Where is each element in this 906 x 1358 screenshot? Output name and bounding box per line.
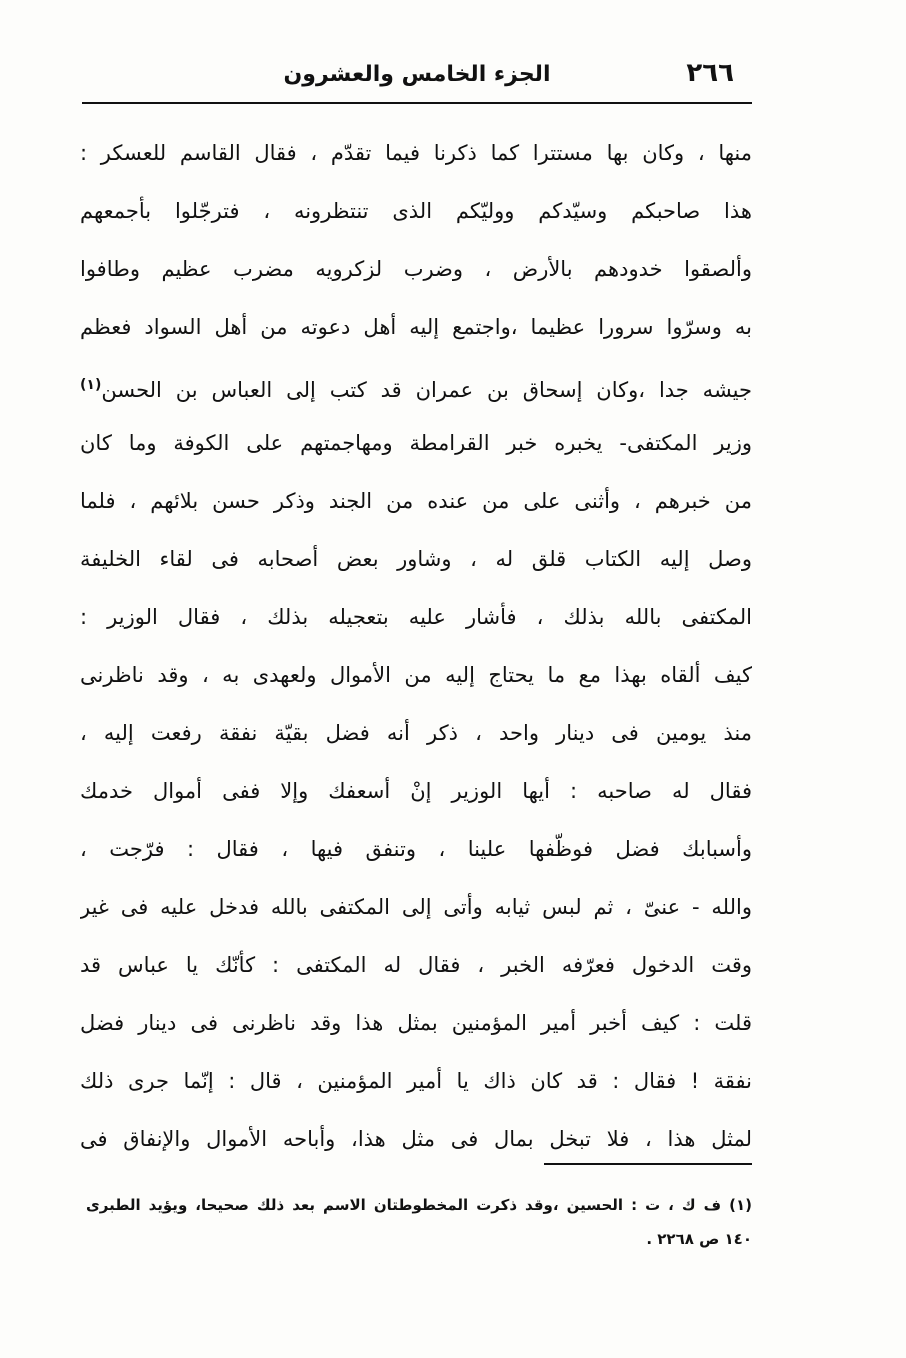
text-line: منذ يومين فى دينار واحد ، ذكر أنه فضل بقيّة نفقة رفعت إليه ، — [80, 721, 752, 745]
text-line: منها ، وكان بها مستترا كما ذكرنا فيما تقدّم ، فقال القاسم للعسكر : — [80, 141, 752, 165]
text-line: قلت : كيف أخبر أمير المؤمنين بمثل هذا وقد ناظرنى فى دينار فضل — [80, 1011, 752, 1035]
page-number: ٢٦٦ — [686, 58, 734, 88]
text-line: كيف ألقاه بهذا مع ما يحتاج إليه من الأموال ولعهدى به ، وقد ناظرنى — [80, 663, 752, 687]
header-divider — [82, 102, 752, 104]
main-text — [80, 124, 752, 1168]
text-line: وقت الدخول فعرّفه الخبر ، فقال له المكتفى : كأنّك يا عباس قد — [80, 953, 752, 977]
running-title: الجزء الخامس والعشرون — [283, 62, 551, 87]
footnotes — [86, 1188, 752, 1256]
text-line: وألصقوا خدودهم بالأرض ، وضرب لزكرويه مضرب عظيم وطافوا — [80, 257, 752, 281]
text-line: به وسرّوا سرورا عظيما ،واجتمع إليه أهل دعوته من أهل السواد فعظم — [80, 315, 752, 339]
text-line-content: جيشه جدا ،وكان إسحاق بن عمران قد كتب إلى العباس بن الحسن — [101, 378, 752, 402]
text-line-with-footnote-ref — [80, 356, 752, 414]
page-header — [82, 52, 752, 98]
text-line: من خبرهم ، وأثنى على من عنده من الجند وذكر حسن بلائهم ، فلما — [80, 489, 752, 513]
footnote-divider — [544, 1163, 752, 1165]
text-line: نفقة ! فقال : قد كان ذاك يا أمير المؤمنين ، قال : إنّما جرى ذلك — [80, 1069, 752, 1093]
text-line: لمثل هذا ، فلا تبخل بمال فى مثل هذا، وأباحه الأموال والإنفاق فى — [80, 1127, 752, 1151]
text-line: المكتفى بالله بذلك ، فأشار عليه بتعجيله بذلك ، فقال الوزير : — [80, 605, 752, 629]
footnote-line: ١٤٠ ص ٢٢٦٨ . — [646, 1230, 752, 1248]
text-line: فقال له صاحبه : أيها الوزير إنْ أسعفك وإلا ففى أموال خدمك — [80, 779, 752, 803]
text-line: هذا صاحبكم وسيّدكم ووليّكم الذى تنتظرونه ، فترجّلوا بأجمعهم — [80, 199, 752, 223]
text-line: وزير المكتفى- يخبره خبر القرامطة ومهاجمتهم على الكوفة وما كان — [80, 431, 752, 455]
text-line: وصل إليه الكتاب قلق له ، وشاور بعض أصحابه فى لقاء الخليفة — [80, 547, 752, 571]
footnote-line: (١) ف ك ، ت : الحسين ،وقد ذكرت المخطوطتان الاسم بعد ذلك صحيحا، ويؤيد الطبرى — [86, 1196, 752, 1214]
footnote-reference: (١) — [80, 377, 102, 393]
text-line: وأسبابك فضل فوظّفها علينا ، وتنفق فيها ، فقال : فرّجت ، — [80, 837, 752, 861]
text-line: والله - عنىّ ، ثم لبس ثيابه وأتى إلى المكتفى بالله فدخل عليه فى غير — [80, 895, 752, 919]
